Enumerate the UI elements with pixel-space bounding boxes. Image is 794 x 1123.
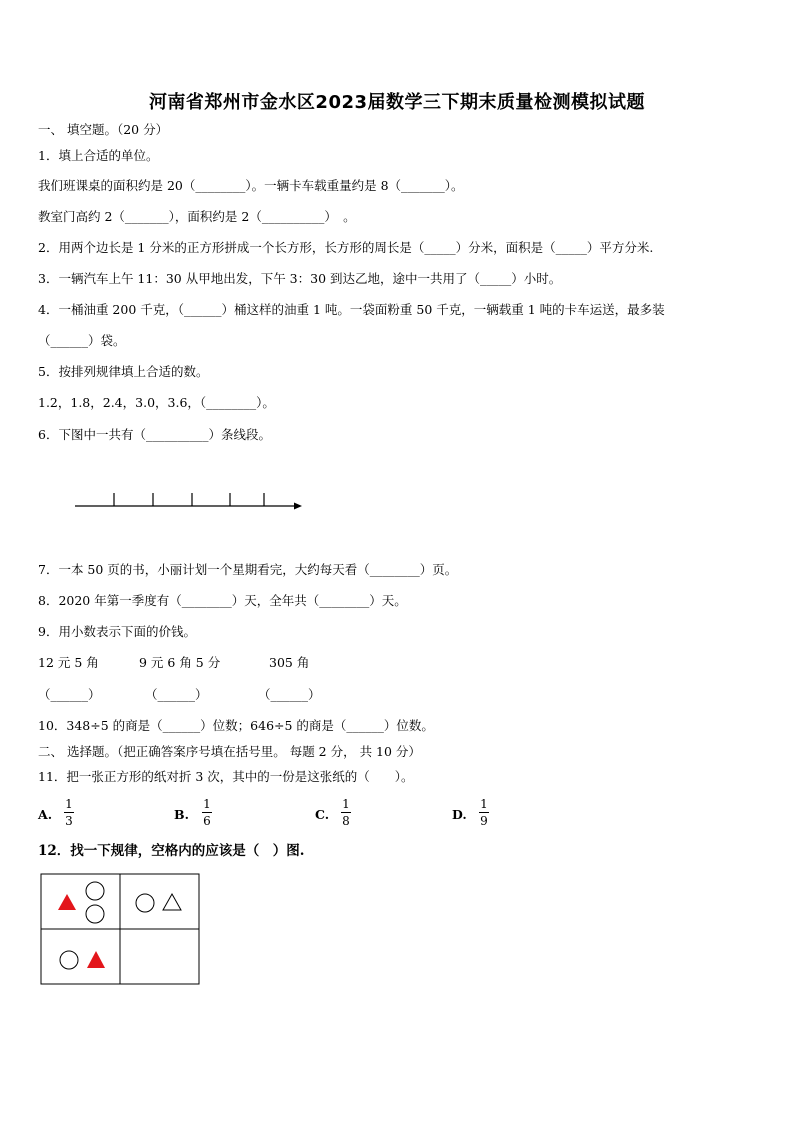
option-b-label: B.	[174, 807, 189, 822]
question-10: 10．348÷5 的商是（______）位数；646÷5 的商是（______）位数。	[38, 718, 434, 733]
question-1-line-a: 我们班课桌的面积约是 20（________）。一辆卡车载重量约是 8（_______）。	[38, 178, 464, 193]
fraction-numerator: 1	[480, 797, 488, 811]
price-answer-blank: （______）	[38, 687, 101, 702]
page-title: 河南省郑州市金水区2023届数学三下期末质量检测模拟试题	[148, 92, 646, 113]
question-3: 3．一辆汽车上午 11：30 从甲地出发，下午 3：30 到达乙地，途中一共用了（_____）小时。	[38, 271, 562, 286]
section-fill-in-title: 一、 填空题。（20 分）	[38, 122, 169, 137]
price-item: 305 角	[269, 655, 310, 670]
fraction-numerator: 1	[203, 797, 211, 811]
fraction-numerator: 1	[65, 797, 73, 811]
price-answer-blank: （______）	[258, 687, 321, 702]
fraction-denominator: 6	[203, 814, 211, 828]
fraction-denominator: 9	[480, 814, 488, 828]
question-8: 8．2020 年第一季度有（________）天，全年共（________）天。	[38, 593, 407, 608]
pattern-grid	[40, 873, 202, 987]
fraction-denominator: 3	[65, 814, 73, 828]
option-a-label: A.	[38, 807, 53, 822]
option-c-label: C.	[315, 807, 330, 822]
question-2: 2．用两个边长是 1 分米的正方形拼成一个长方形，长方形的周长是（_____）分米，面积是（_____）平方分米.	[38, 240, 654, 255]
option-d-label: D.	[452, 807, 467, 822]
option-c-fraction	[339, 797, 353, 828]
option-d-fraction	[477, 797, 491, 828]
question-4-line-b: （______）袋。	[38, 333, 126, 348]
segment-diagram	[70, 488, 310, 514]
fraction-numerator: 1	[342, 797, 350, 811]
question-5: 5．按排列规律填上合适的数。	[38, 364, 209, 379]
price-item: 12 元 5 角	[38, 655, 99, 670]
question-6: 6．下图中一共有（__________）条线段。	[38, 427, 271, 442]
question-5-sequence: 1.2，1.8，2.4，3.0，3.6，（________）。	[38, 395, 275, 410]
option-b-fraction	[200, 797, 214, 828]
price-answer-blank: （______）	[145, 687, 208, 702]
question-4-line-a: 4．一桶油重 200 千克，（______）桶这样的油重 1 吨。一袋面粉重 50 千克，一辆载重 1 吨的卡车运送，最多装	[38, 302, 665, 317]
question-1: 1．填上合适的单位。	[38, 148, 159, 163]
arrow-head-icon	[294, 503, 302, 510]
question-7: 7．一本 50 页的书，小丽计划一个星期看完，大约每天看（________）页。	[38, 562, 458, 577]
question-11: 11．把一张正方形的纸对折 3 次，其中的一份是这张纸的（ ）。	[38, 769, 414, 784]
section-choice-title: 二、 选择题。（把正确答案序号填在括号里。 每题 2 分， 共 10 分）	[38, 744, 421, 759]
question-12: 12．找一下规律，空格内的应该是（ ）图.	[38, 843, 305, 859]
fraction-denominator: 8	[342, 814, 350, 828]
question-1-line-b: 教室门高约 2（_______），面积约是 2（__________） 。	[38, 209, 356, 224]
option-a-fraction	[62, 797, 76, 828]
price-item: 9 元 6 角 5 分	[139, 655, 221, 670]
question-9: 9．用小数表示下面的价钱。	[38, 624, 196, 639]
